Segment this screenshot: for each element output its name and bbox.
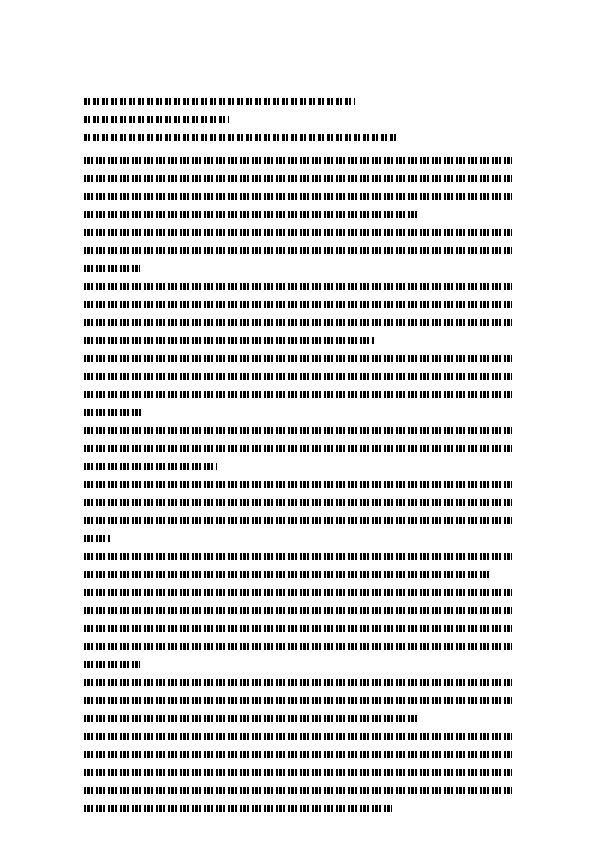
paragraph-text-line (84, 697, 512, 704)
paragraph-text-line (84, 319, 512, 326)
paragraph-text-line (84, 193, 512, 200)
paragraph (84, 733, 512, 776)
paragraph (84, 355, 512, 416)
header-text-line (84, 134, 398, 141)
paragraph-text-line (84, 553, 512, 560)
paragraph (84, 679, 512, 722)
paragraph-text-line (84, 805, 392, 812)
paragraph-text-line (84, 445, 512, 452)
paragraph-text-line (84, 463, 217, 470)
paragraph (84, 481, 512, 542)
paragraph-text-line (84, 301, 512, 308)
paragraph-text-line (84, 229, 512, 236)
paragraph-text-line (84, 427, 512, 434)
paragraph-text-line (84, 211, 418, 218)
paragraph-text-line (84, 265, 140, 272)
paragraph-text-line (84, 535, 110, 542)
paragraph (84, 427, 512, 470)
paragraph (84, 157, 512, 218)
document-body (84, 157, 512, 823)
paragraph-text-line (84, 769, 512, 776)
paragraph-text-line (84, 625, 512, 632)
paragraph-text-line (84, 679, 512, 686)
paragraph-text-line (84, 481, 512, 488)
paragraph-text-line (84, 787, 512, 794)
paragraph-text-line (84, 751, 512, 758)
paragraph-text-line (84, 589, 512, 596)
paragraph-text-line (84, 373, 512, 380)
header-text-line (84, 116, 229, 123)
paragraph-text-line (84, 607, 512, 614)
paragraph (84, 283, 512, 344)
paragraph-text-line (84, 247, 512, 254)
paragraph (84, 553, 512, 578)
header-text-line (84, 98, 355, 105)
paragraph-text-line (84, 733, 512, 740)
paragraph-text-line (84, 661, 140, 668)
paragraph-text-line (84, 391, 512, 398)
paragraph (84, 229, 512, 272)
paragraph-text-line (84, 499, 512, 506)
paragraph-text-line (84, 571, 491, 578)
paragraph-text-line (84, 175, 512, 182)
document-header (84, 98, 414, 152)
paragraph-text-line (84, 715, 418, 722)
paragraph-text-line (84, 157, 512, 164)
paragraph-text-line (84, 409, 144, 416)
paragraph-text-line (84, 517, 512, 524)
paragraph-text-line (84, 643, 512, 650)
paragraph-text-line (84, 283, 512, 290)
paragraph (84, 787, 512, 812)
paragraph-text-line (84, 337, 375, 344)
paragraph (84, 589, 512, 668)
paragraph-text-line (84, 355, 512, 362)
